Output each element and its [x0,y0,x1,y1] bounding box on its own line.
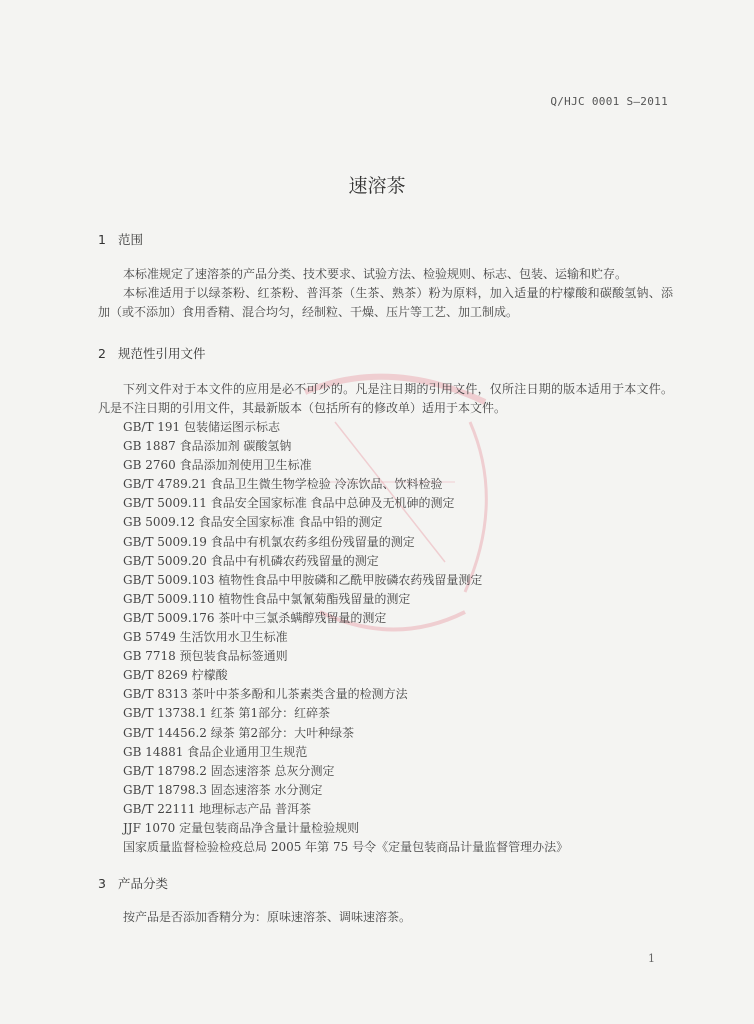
reference-item: GB/T 5009.103 植物性食品中甲胺磷和乙酰甲胺磷农药残留量测定 [123,572,483,587]
section-number: 2 [98,346,106,361]
reference-item: JJF 1070 定量包装商品净含量计量检验规则 [123,820,360,835]
reference-item: GB/T 5009.176 茶叶中三氯杀螨醇残留量的测定 [123,610,387,625]
section-number: 3 [98,876,106,891]
reference-item: GB/T 5009.11 食品安全国家标准 食品中总砷及无机砷的测定 [123,496,455,511]
paragraph: 按产品是否添加香精分为：原味速溶茶、调味速溶茶。 [123,910,412,924]
paragraph: 下列文件对于本文件的应用是必不可少的。凡是注日期的引用文件，仅所注日期的版本适用于本文件。凡是不注日期的引用文件，其最新版本（包括所有的修改单）适用于本文件。 [98,382,673,415]
page-number: 1 [648,952,655,965]
reference-item: GB/T 14456.2 绿茶 第2部分：大叶种绿茶 [123,725,355,740]
section-title: 范围 [118,232,144,247]
reference-item: GB 5009.12 食品安全国家标准 食品中铅的测定 [123,515,383,530]
section-heading-product-classification [98,874,168,892]
reference-item: 国家质量监督检验检疫总局 2005 年第 75 号令《定量包装商品计量监督管理办法》 [123,840,569,855]
section-title: 产品分类 [118,876,169,891]
reference-item: GB 2760 食品添加剂使用卫生标准 [123,458,312,473]
reference-item: GB/T 4789.21 食品卫生微生物学检验 冷冻饮品、饮料检验 [123,477,443,492]
reference-item: GB/T 18798.2 固态速溶茶 总灰分测定 [123,763,335,778]
reference-list [123,418,568,857]
reference-item: GB 5749 生活饮用水卫生标准 [123,630,288,645]
reference-item: GB 1887 食品添加剂 碳酸氢钠 [123,439,292,454]
reference-item: GB/T 22111 地理标志产品 普洱茶 [123,801,312,816]
reference-item: GB/T 5009.19 食品中有机氯农药多组份残留量的测定 [123,534,415,549]
section-number: 1 [98,232,106,247]
reference-item: GB/T 18798.3 固态速溶茶 水分测定 [123,782,323,797]
section-heading-normative-references [98,344,206,362]
reference-item: GB/T 5009.110 植物性食品中氯氰菊酯残留量的测定 [123,591,411,606]
document-title: 速溶茶 [348,175,406,197]
section-heading-scope [98,230,143,248]
paragraph: 本标准规定了速溶茶的产品分类、技术要求、试验方法、检验规则、标志、包装、运输和贮存。 [123,267,628,281]
reference-item: GB/T 8269 柠檬酸 [123,668,228,683]
reference-item: GB/T 8313 茶叶中茶多酚和儿茶素类含量的检测方法 [123,687,408,702]
paragraph: 本标准适用于以绿茶粉、红茶粉、普洱茶（生茶、熟茶）粉为原料，加入适量的柠檬酸和碳酸氢钠、添加（或不添加）食用香精、混合均匀，经制粒、干燥、压片等工艺、加工制成。 [98,286,673,319]
reference-item: GB 14881 食品企业通用卫生规范 [123,744,308,759]
reference-item: GB 7718 预包装食品标签通则 [123,649,288,664]
reference-item: GB/T 5009.20 食品中有机磷农药残留量的测定 [123,553,379,568]
reference-item: GB/T 191 包装储运图示标志 [123,420,280,434]
section-title: 规范性引用文件 [118,346,206,361]
standard-number: Q/HJC 0001 S—2011 [550,95,668,108]
reference-item: GB/T 13738.1 红茶 第1部分：红碎茶 [123,706,331,721]
